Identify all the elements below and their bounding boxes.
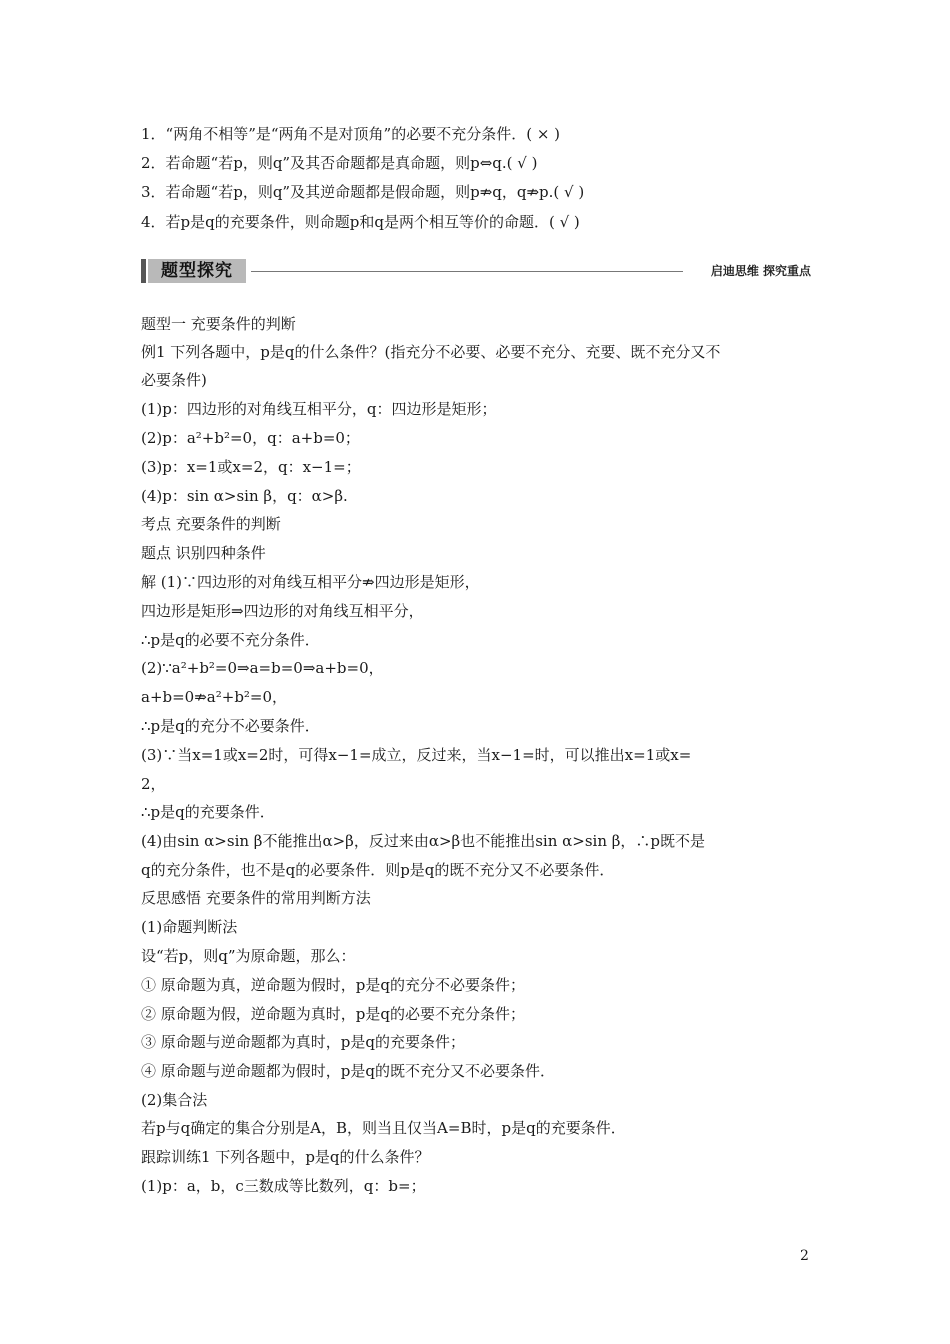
text-line: 考点 充要条件的判断	[141, 515, 281, 533]
text-line: ① 原命题为真，逆命题为假时，p是q的充分不必要条件；	[141, 976, 525, 994]
text-line: (1)p：四边形的对角线互相平分，q：四边形是矩形；	[141, 400, 497, 418]
text-line: (3)∵当x=1或x=2时，可得x−1=成立，反过来，当x−1=时，可以推出x=1或x=	[141, 746, 692, 764]
text-line: 设“若p，则q”为原命题，那么：	[141, 947, 356, 965]
text-line: 跟踪训练1 下列各题中，p是q的什么条件？	[141, 1148, 430, 1166]
text-line: ② 原命题为假，逆命题为真时，p是q的必要不充分条件；	[141, 1005, 525, 1023]
quiz-item-4: 4．若p是q的充要条件，则命题p和q是两个相互等价的命题．( √ )	[141, 213, 580, 231]
section-subtitle: 启迪思维 探究重点	[710, 264, 811, 278]
text-line: (2)集合法	[141, 1091, 208, 1109]
text-line: 题型一 充要条件的判断	[141, 315, 296, 333]
text-line: a+b=0⇏a²+b²=0，	[141, 688, 288, 706]
text-line: (4)由sin α>sin β不能推出α>β，反过来由α>β也不能推出sin α>sin β，∴p既不是	[141, 832, 706, 850]
text-line: 反思感悟 充要条件的常用判断方法	[141, 889, 371, 907]
section-marker	[141, 259, 146, 283]
text-line: ④ 原命题与逆命题都为假时，p是q的既不充分又不必要条件．	[141, 1062, 555, 1080]
quiz-item-1: 1．“两角不相等”是“两角不是对顶角”的必要不充分条件．( × )	[141, 125, 561, 143]
text-line: ③ 原命题与逆命题都为真时，p是q的充要条件；	[141, 1033, 465, 1051]
text-line: (1)命题判断法	[141, 918, 238, 936]
text-line: (3)p：x=1或x=2，q：x−1=；	[141, 458, 361, 476]
text-line: ∴p是q的充要条件．	[141, 803, 275, 821]
text-line: 题点 识别四种条件	[141, 544, 266, 562]
text-line: 必要条件)	[141, 371, 207, 389]
text-line: ∴p是q的充分不必要条件．	[141, 717, 320, 735]
text-line: (4)p：sin α>sin β，q：α>β.	[141, 487, 348, 505]
text-line: 2，	[141, 775, 166, 793]
text-line: 解 (1)∵四边形的对角线互相平分⇏四边形是矩形，	[141, 573, 480, 591]
text-line: 四边形是矩形⇒四边形的对角线互相平分，	[141, 602, 424, 620]
section-header	[141, 257, 811, 285]
text-line: (2)p：a²+b²=0，q：a+b=0；	[141, 429, 360, 447]
page-number: 2	[800, 1248, 809, 1264]
quiz-item-2: 2．若命题“若p，则q”及其否命题都是真命题，则p⇔q.( √ )	[141, 154, 538, 172]
text-line: (2)∵a²+b²=0⇒a=b=0⇒a+b=0，	[141, 659, 384, 677]
text-line: q的充分条件，也不是q的必要条件．则p是q的既不充分又不必要条件．	[141, 861, 615, 879]
section-rule	[251, 271, 683, 272]
quiz-item-3: 3．若命题“若p，则q”及其逆命题都是假命题，则p⇏q，q⇏p.( √ )	[141, 183, 585, 201]
text-line: 例1 下列各题中，p是q的什么条件？(指充分不必要、必要不充分、充要、既不充分又不	[141, 343, 721, 361]
text-line: ∴p是q的必要不充分条件．	[141, 631, 320, 649]
text-line: 若p与q确定的集合分别是A，B，则当且仅当A=B时，p是q的充要条件．	[141, 1119, 626, 1137]
section-title: 题型探究	[148, 259, 246, 283]
text-line: (1)p：a，b，c三数成等比数列，q：b=；	[141, 1177, 426, 1195]
